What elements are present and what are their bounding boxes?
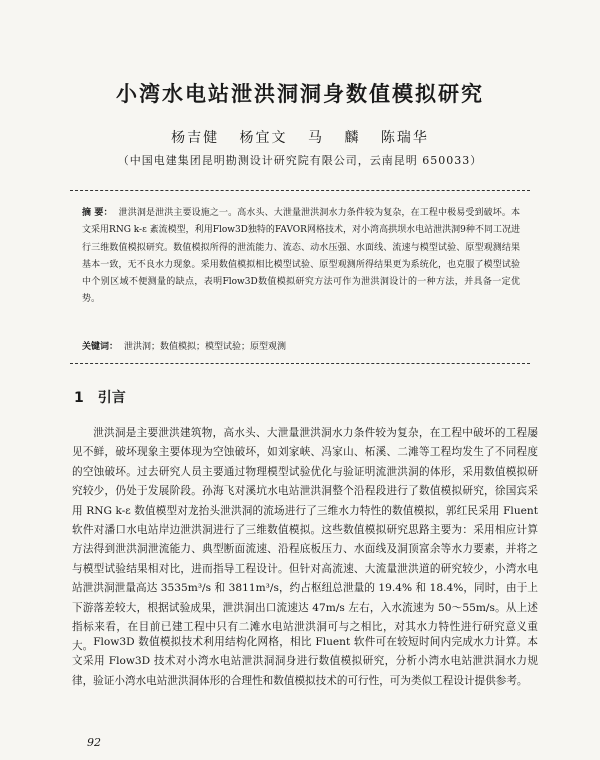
top-divider bbox=[70, 190, 530, 191]
author-list: 杨吉健 杨宜文 马 麟 陈瑞华 bbox=[171, 130, 429, 146]
section-number: 1 bbox=[74, 390, 84, 406]
abstract-text: 泄洪洞是泄洪主要设施之一。高水头、大泄量泄洪洞水力条件较为复杂，在工程中极易受到破坏。本文采用RNG k-ε 紊流模型，利用Flow3D独特的FAVOR网格技术，对小湾高拱坝水电站泄洪洞9种不同工况进行三维数值模拟研究。数值模拟所得的泄流能力、流态、动水压强、水面线、流速与模型试验、原型观测结果基本一致，无不良水力现象。采用数值模拟相比模型试验、原型观测所得结果更为系统化，也克服了模型试验中个别区域不便测量的缺点，表明Flow3D数值模拟研究方法可作为泄洪洞设计的一种方法，并具备一定优势。 bbox=[82, 208, 520, 305]
abstract-label: 摘 要： bbox=[82, 208, 113, 218]
abstract-block bbox=[82, 205, 520, 309]
body-paragraph: Flow3D 数值模拟技术利用结构化网格，相比 Fluent 软件可在较短时间内完成水力计算。本文采用 Flow3D 技术对小湾水电站泄洪洞洞身进行数值模拟研究，分析小湾水电站泄洪洞水力规律，验证小湾水电站泄洪洞体形的合理性和数值模拟技术的可行性，可为类似工程设计提供参考。 bbox=[72, 636, 538, 687]
section-title: 引言 bbox=[97, 390, 126, 406]
affiliation: （中国电建集团昆明勘测设计研究院有限公司，云南昆明 650033） bbox=[117, 154, 483, 167]
paper-title: 小湾水电站泄洪洞洞身数值模拟研究 bbox=[116, 82, 484, 106]
bottom-divider bbox=[70, 363, 530, 364]
keywords-label: 关键词： bbox=[82, 342, 119, 352]
section-heading bbox=[74, 387, 126, 407]
keywords-text: 泄洪洞；数值模拟；模型试验；原型观测 bbox=[124, 342, 287, 352]
page-number: 92 bbox=[87, 736, 101, 749]
keywords-block bbox=[82, 340, 520, 354]
body-paragraph: 泄洪洞是主要泄洪建筑物，高水头、大泄量泄洪洞水力条件较为复杂，在工程中破坏的工程屡见不鲜，破坏现象主要体现为空蚀破坏，如刘家峡、冯家山、柘溪、二滩等工程均发生了不同程度的空蚀破坏。过去研究人员主要通过物理模型试验优化与验证明流泄洪洞的体形，采用数值模拟研究较少，仍处于发展阶段。孙海飞对溪坑水电站泄洪洞整个沿程段进行了数值模拟研究，徐国宾采用 RNG k-ε 数值模型对龙抬头泄洪洞的流场进行了三维水力特性的数值模拟，郭红民采用 Fluent 软件对潘口水电站岸边泄洪洞进行了三维数值模拟。这些数值模拟研究思路主要为：采用相应计算方法得到泄洪洞泄流能力、典型断面流速、沿程底板压力、水面线及洞顶富余等水力要素，并将之与模型试验结果相对比，进而指导工程设计。但针对高流速、大流量泄洪道的研究较少，小湾水电站泄洪洞泄量高达 3535m³/s 和 3811m³/s，约占枢纽总泄量的 19.4% 和 18.4%，同时，由于上下游落差较大，根据试验成果，泄洪洞出口流速达 47m/s 左右，入水流速为 50～55m/s。从上述指标来看，在目前已建工程中只有二滩水电站泄洪洞可与之相比，对其水力特性进行研究意义重大。 bbox=[72, 427, 538, 653]
